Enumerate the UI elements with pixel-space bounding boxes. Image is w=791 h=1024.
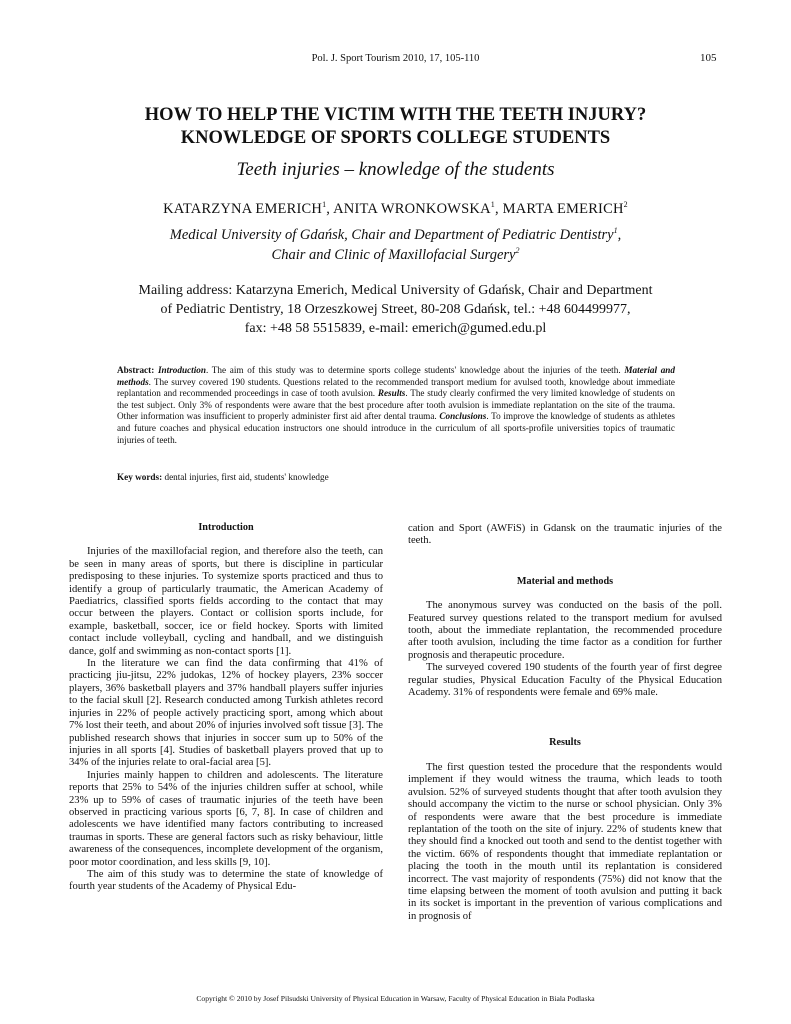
abstract-results-text: . The study clearly confirmed the very limited knowledge of students on the test subject. Only 3% of respondents were aware that the best procedure after tooth avulsion is immediate replantation on the site of the trauma. Other information was insufficient to properly administer first aid after dental trauma. [117, 388, 676, 422]
mailing-line-2: of Pediatric Dentistry, 18 Orzeszkowej Street, 80-208 Gdańsk, tel.: +48 604499977, [160, 302, 631, 317]
paper-title [60, 104, 731, 150]
abstract-results-heading: Results [377, 388, 406, 399]
affiliation-marker: 1 [322, 200, 327, 210]
affiliations [60, 225, 731, 265]
abstract-methods-text: . The survey covered 190 students. Questions related to the recommended transport medium for avulsed tooth, knowledge about immediate replantation and recommended proceedings in case of tooth avulsion. [117, 376, 675, 399]
affiliation-line-1 [60, 225, 731, 245]
abstract-intro-text: . The aim of this study was to determine sports college students' knowledge about the injuries of the teeth. [205, 365, 625, 375]
mailing-address [60, 281, 731, 338]
abstract-label: Abstract: [117, 365, 155, 375]
paragraph: The surveyed covered 190 students of the fourth year of first degree regular studies, Physical Education Faculty of the Physical Education Academy. 31% of respondents were female and 69% male. [408, 662, 722, 699]
right-column [408, 523, 722, 923]
affiliation-marker: 1 [490, 200, 495, 210]
affiliation-marker: 1 [613, 226, 618, 236]
affiliation-marker: 2 [623, 200, 628, 210]
affiliation-marker: 2 [515, 246, 520, 256]
keywords [117, 472, 675, 482]
paragraph-continued: cation and Sport (AWFiS) in Gdansk on the traumatic injuries of the teeth. [408, 523, 722, 547]
paragraph: Injuries of the maxillofacial region, and therefore also the teeth, can be seen in many areas of sports, but there is discipline in particular predisposing to these injuries. To systemize sports practiced and thus to identify a group of particularly traumatic, the American Academy of Paediatrics, classified sports fields according to the contact that may occur between the players. Contact or collision sports include, for example, basketball, soccer, ice or field hockey. Sports with limited contact include volleyball, cycling and handball, and we distinguish dance, golf and swimming as non-contact sports [1]. [69, 546, 383, 657]
copyright-footer: Copyright © 2010 by Josef Pilsudski University of Physical Education in Warsaw, Faculty of Physical Education in Biala Podlaska [196, 994, 595, 1003]
author-name: MARTA EMERICH [502, 201, 624, 217]
left-column [69, 522, 383, 894]
keywords-text: dental injuries, first aid, students' knowledge [162, 472, 329, 482]
paragraph: Injuries mainly happen to children and adolescents. The literature reports that 25% to 54% of the injuries children suffer at school, while 23% up to 59% of cases of traumatic injuries of the teeth have been observed in practicing various sports [6, 7, 8]. In case of children and adolescents we have identified many factors contributing to increased traumas in sports. These are general factors such as risky behaviour, little awareness of the consequences, incomplete development of the organism, poor motor coordination, and less skills [9, 10]. [69, 769, 383, 868]
paragraph: The anonymous survey was conducted on the basis of the poll. Featured survey questions related to the transport medium for avulsed tooth, about the immediate replantation, the recommended procedure after tooth avulsion, including the time factor as a condition for further prognosis and therapeutic procedure. [408, 600, 722, 661]
title-line-2: KNOWLEDGE OF SPORTS COLLEGE STUDENTS [180, 128, 611, 148]
affiliation-punct: , [617, 227, 622, 243]
paragraph: The first question tested the procedure that the respondents would implement if they would witness the trauma, which leads to tooth avulsion. 52% of surveyed students thought that after tooth avulsion they should accompany the victim to the nurse or school physician. Only 3% of respondents were aware that the best procedure is immediate replantation of the tooth on the site of injury. 22% of students knew that they should find a knocked out tooth and send to the dentist together with the victim. 66% of respondents thought that immediate replantation or placing the tooth in the mouth until its replantation is considered incorrect. The vast majority of respondents (75%) did not know that the time elapsing between the moment of tooth avulsion and putting it back in its socket is important in the prevention of various complications and in prognosis of [408, 761, 722, 922]
author-name: ANITA WRONKOWSKA [333, 201, 491, 217]
abstract-conclusions-text: . To improve the knowledge of students as athletes and future coaches and physical education instructors one should introduce in the curriculum of all sports-profile universities topics of traumatic injuries of teeth. [117, 411, 675, 445]
paragraph: In the literature we can find the data confirming that 41% of practicing jiu-jitsu, 22% judokas, 12% of hockey players, 23% soccer players, 36% basketball players and 37% handball players suffer injuries to the facial skull [2]. Research conducted among Turkish athletes record injuries in 22% of people actively practicing sport, among which about 7% lost their teeth, and about 20% of injuries involved soft tissue [3]. The published research shows that injuries in soccer sum up to 50% of the injuries in all sports [4]. Studies of basketball players proved that up to 34% of the injuries relate to oral-facial area [5]. [69, 658, 383, 769]
mailing-line-3: fax: +48 58 5515839, e-mail: emerich@gumed.edu.pl [244, 321, 547, 336]
abstract [117, 365, 675, 446]
affiliation-text: Chair and Clinic of Maxillofacial Surgery [271, 247, 516, 263]
author-name: KATARZYNA EMERICH [163, 201, 323, 217]
affiliation-text: Medical University of Gdańsk, Chair and Department of Pediatric Dentistry [169, 227, 614, 243]
affiliation-line-2 [60, 245, 731, 265]
abstract-methods-heading: Material and methods [117, 365, 676, 387]
author-separator: , [326, 201, 334, 217]
keywords-label: Key words: [117, 472, 163, 482]
running-head: Pol. J. Sport Tourism 2010, 17, 105-110 [311, 53, 480, 64]
page-number: 105 [700, 52, 717, 64]
abstract-intro-heading: Introduction [157, 365, 206, 375]
section-heading-results: Results [549, 737, 581, 749]
paragraph: The aim of this study was to determine the state of knowledge of fourth year students of the Academy of Physical Edu- [69, 868, 383, 893]
title-line-1: HOW TO HELP THE VICTIM WITH THE TEETH INJURY? [144, 105, 647, 125]
paper-subtitle: Teeth injuries – knowledge of the students [236, 159, 555, 180]
section-heading-introduction: Introduction [198, 522, 254, 533]
mailing-line-1: Mailing address: Katarzyna Emerich, Medical University of Gdańsk, Chair and Department [138, 283, 653, 298]
abstract-conclusions-heading: Conclusions [439, 411, 487, 422]
section-heading-methods: Material and methods [516, 575, 614, 587]
author-list [60, 201, 731, 218]
author-separator: , [494, 201, 503, 217]
